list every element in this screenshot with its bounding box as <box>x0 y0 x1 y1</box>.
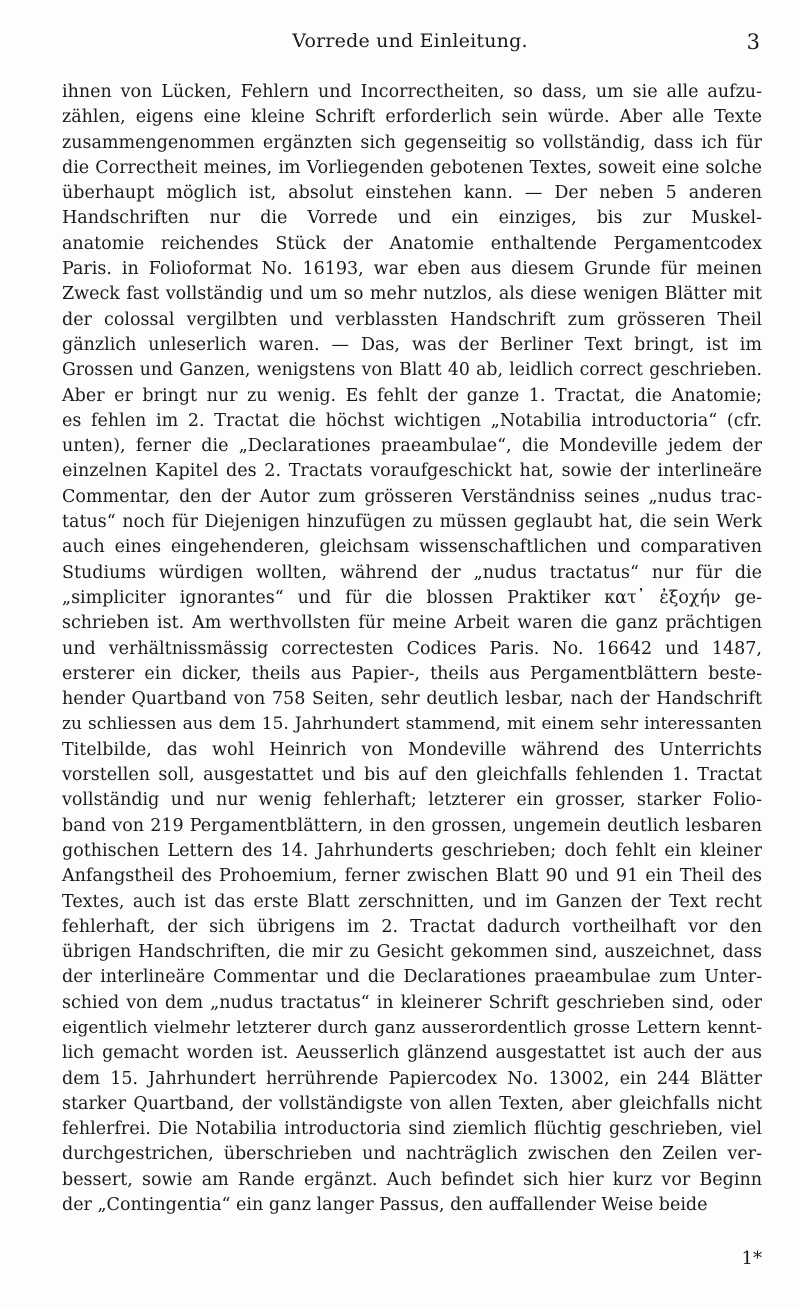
text-line: Zweck fast vollständig und um so mehr nutzlos, als diese wenigen Blätter mit <box>62 284 762 305</box>
running-title: Vorrede und Einleitung. <box>292 30 528 52</box>
text-line: fehlerhaft, der sich übrigens im 2. Tractat dadurch vortheilhaft vor den <box>62 916 762 937</box>
text-line: schied von dem „nudus tractatus“ in kleinerer Schrift geschrieben sind, oder <box>62 992 762 1013</box>
text-line: der „Contingentia“ ein ganz langer Passus, den auffallender Weise beide <box>62 1195 708 1216</box>
text-line: anatomie reichendes Stück der Anatomie enthaltende Pergamentcodex <box>62 233 762 254</box>
text-line: band von 219 Pergamentblättern, in den grossen, ungemein deutlich lesbaren <box>62 815 762 836</box>
text-line: gothischen Lettern des 14. Jahrhunderts geschrieben; doch fehlt ein kleiner <box>62 840 762 861</box>
text-line: vorstellen soll, ausgestattet und bis auf den gleichfalls fehlenden 1. Tractat <box>62 765 762 786</box>
text-line: Handschriften nur die Vorrede und ein einziges, bis zur Muskel- <box>62 208 762 229</box>
text-line: schrieben ist. Am werthvollsten für meine Arbeit waren die ganz prächtigen <box>62 613 762 634</box>
page-footer <box>62 1248 762 1269</box>
text-line: durchgestrichen, überschrieben und nachträglich zwischen den Zeilen ver- <box>62 1144 762 1165</box>
text-line: auch eines eingehenderen, gleichsam wissenschaftlichen und comparativen <box>62 537 762 558</box>
text-line: Anfangstheil des Prohoemium, ferner zwischen Blatt 90 und 91 ein Theil des <box>62 866 762 887</box>
text-line: Studiums würdigen wollten, während der „nudus tractatus“ nur für die <box>62 562 762 583</box>
text-line: zu schliessen aus dem 15. Jahrhundert stammend, mit einem sehr interessanten <box>62 714 762 735</box>
text-line: Grossen und Ganzen, wenigstens von Blatt 40 ab, leidlich correct geschrieben. <box>62 360 762 381</box>
text-line: bessert, sowie am Rande ergänzt. Auch befindet sich hier kurz vor Beginn <box>62 1169 762 1190</box>
text-line: eigentlich vielmehr letzterer durch ganz ausserordentlich grosse Lettern kennt- <box>62 1017 762 1038</box>
text-line: gänzlich unleserlich waren. — Das, was der Berliner Text bringt, ist im <box>62 334 762 355</box>
text-line: lich gemacht worden ist. Aeusserlich glänzend ausgestattet ist auch der aus <box>62 1043 762 1064</box>
text-line: der colossal vergilbten und verblassten Handschrift zum grösseren Theil <box>62 309 762 330</box>
text-line: Titelbilde, das wohl Heinrich von Mondeville während des Unterrichts <box>62 739 762 760</box>
text-line: tatus“ noch für Diejenigen hinzufügen zu müssen geglaubt hat, die sein Werk <box>62 512 762 533</box>
text-line: hender Quartband von 758 Seiten, sehr deutlich lesbar, nach der Handschrift <box>62 689 762 710</box>
text-line: Aber er bringt nur zu wenig. Es fehlt der ganze 1. Tractat, die Anatomie; <box>62 385 762 406</box>
text-line: fehlerfrei. Die Notabilia introductoria sind ziemlich flüchtig geschrieben, viel <box>62 1119 762 1140</box>
text-line: die Correctheit meines, im Vorliegenden gebotenen Textes, soweit eine solche <box>62 157 762 178</box>
text-line: ihnen von Lücken, Fehlern und Incorrectheiten, so dass, um sie alle aufzu- <box>62 82 762 102</box>
text-line: „simpliciter ignorantes“ und für die blossen Praktiker κατ᾽ ἐξοχήν ge- <box>62 587 762 608</box>
page-header <box>60 30 760 60</box>
text-line: einzelnen Kapitel des 2. Tractats voraufgeschickt hat, sowie der interlineäre <box>62 461 762 482</box>
text-line: Textes, auch ist das erste Blatt zerschnitten, und im Ganzen der Text recht <box>62 891 762 912</box>
body-text <box>62 80 762 1218</box>
text-line: zusammengenommen ergänzten sich gegenseitig so vollständig, dass ich für <box>62 132 762 153</box>
text-line: dem 15. Jahrhundert herrührende Papiercodex No. 13002, ein 244 Blätter <box>62 1068 762 1089</box>
page-number: 3 <box>746 30 760 54</box>
text-line: Paris. in Folioformat No. 16193, war eben aus diesem Grunde für meinen <box>62 259 762 280</box>
text-line: überhaupt möglich ist, absolut einstehen kann. — Der neben 5 anderen <box>62 183 762 204</box>
text-line: starker Quartband, der vollständigste von allen Texten, aber gleichfalls nicht <box>62 1093 762 1114</box>
text-line: ersterer ein dicker, theils aus Papier-, theils aus Pergamentblättern beste- <box>62 663 762 684</box>
text-line: unten), ferner die „Declarationes praeambulae“, die Mondeville jedem der <box>62 436 762 457</box>
text-line: übrigen Handschriften, die mir zu Gesicht gekommen sind, auszeichnet, dass <box>62 942 762 963</box>
text-line: zählen, eigens eine kleine Schrift erforderlich sein würde. Aber alle Texte <box>62 107 762 128</box>
text-line: Commentar, den der Autor zum grösseren Verständniss seines „nudus trac- <box>62 486 762 507</box>
signature-mark: 1* <box>741 1248 762 1269</box>
text-line: und verhältnissmässig correctesten Codices Paris. No. 16642 und 1487, <box>62 638 762 659</box>
text-line: vollständig und nur wenig fehlerhaft; letzterer ein grosser, starker Folio- <box>62 790 762 811</box>
text-line: der interlineäre Commentar und die Declarationes praeambulae zum Unter- <box>62 967 762 988</box>
text-line: es fehlen im 2. Tractat die höchst wichtigen „Notabilia introductoria“ (cfr. <box>62 410 762 431</box>
